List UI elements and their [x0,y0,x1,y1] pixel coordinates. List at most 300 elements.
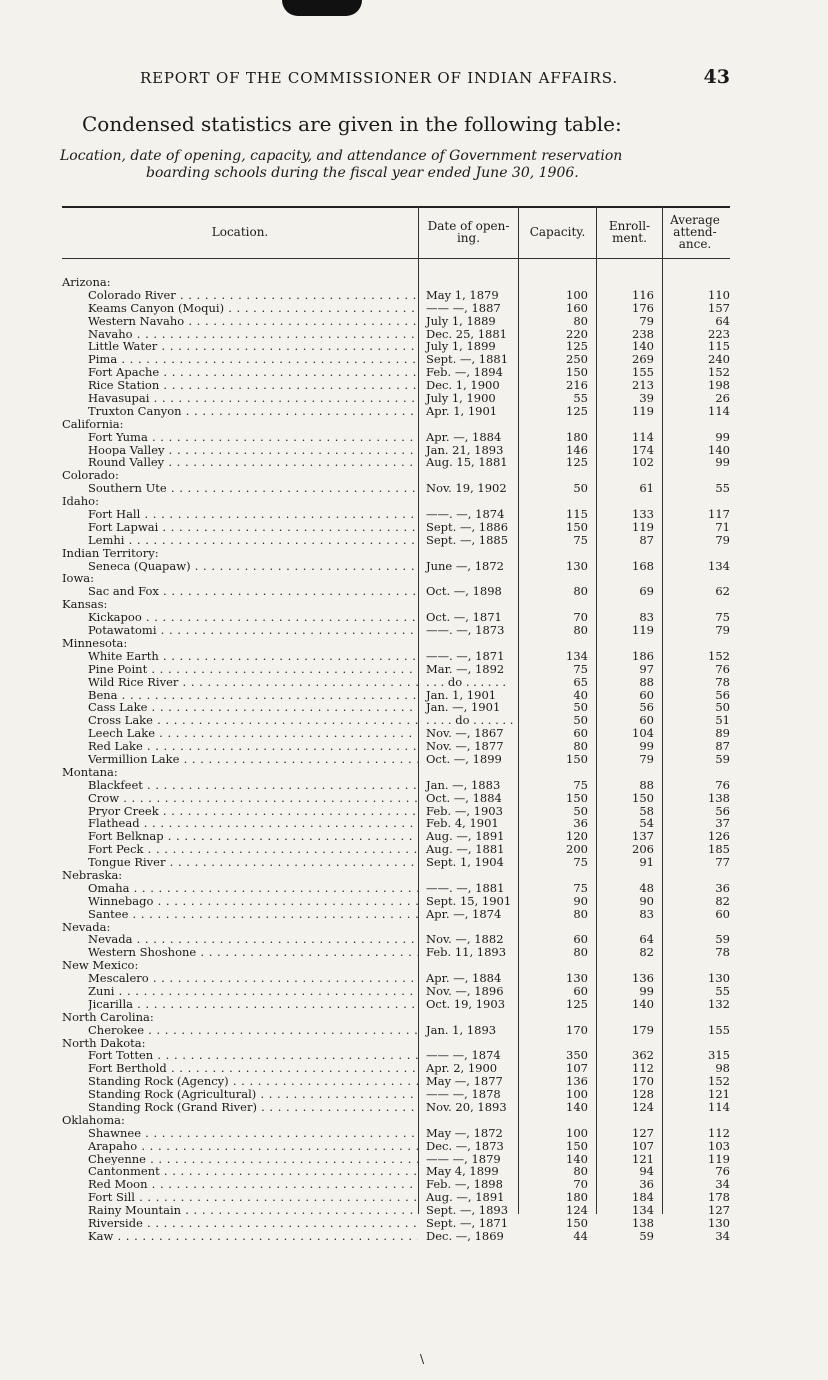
attendance-value: 75 [715,610,730,625]
opening-date: ——. —, 1881 [426,880,505,895]
school-name: Riverside . . . [88,1217,418,1230]
header-capacity: Capacity. [529,225,586,239]
school-name: Vermillion Lake . . . [88,753,418,766]
enrollment-value: 82 [639,945,654,960]
attendance-value: 62 [715,584,730,599]
capacity-value: 146 [566,442,588,457]
attendance-value: 36 [715,880,730,895]
state-row [62,1114,742,1127]
school-name: Omaha . . . [88,882,418,895]
table-row [62,508,742,521]
enrollment-value: 48 [639,880,654,895]
school-name: Fort Berthold . . . [88,1062,418,1075]
table-row [62,1230,742,1243]
opening-date: Nov. 20, 1893 [426,1100,507,1114]
school-name: Fort Hall . . . [88,508,418,521]
opening-date: Sept. —, 1885 [426,532,509,547]
enrollment-value: 155 [632,365,654,380]
enrollment-value: 88 [639,777,654,792]
enrollment-value: 170 [632,1074,654,1089]
capacity-value: 150 [566,519,588,534]
opening-date: May —, 1872 [426,1125,503,1140]
attendance-value: 121 [708,1087,730,1102]
capacity-value: 150 [566,365,588,380]
school-name: Keams Canyon (Moqui) . . . [88,302,418,315]
enrollment-value: 56 [639,700,654,715]
capacity-value: 75 [573,880,588,895]
enrollment-value: 83 [639,906,654,921]
enrollment-value: 121 [632,1151,654,1166]
attendance-value: 78 [715,945,730,960]
attendance-value: 56 [715,687,730,702]
opening-date: Sept. —, 1893 [426,1203,509,1218]
opening-date: Aug. —, 1891 [426,829,505,844]
table-row [62,1127,742,1140]
opening-date: Nov. 19, 1902 [426,481,507,496]
attendance-value: 126 [708,829,730,844]
opening-date: Nov. —, 1882 [426,932,504,947]
schools-table [62,206,742,1243]
opening-date: May 1, 1879 [426,287,499,302]
enrollment-value: 54 [639,816,654,831]
school-name: Cheyenne . . . [88,1153,418,1166]
opening-date: —— —, 1878 [426,1087,501,1102]
attendance-value: 152 [708,365,730,380]
attendance-value: 103 [708,1138,730,1153]
attendance-value: 78 [715,674,730,689]
capacity-value: 134 [566,648,588,663]
school-name: Flathead . . . [88,817,418,830]
enrollment-value: 119 [632,519,654,534]
opening-date: Aug. —, 1881 [426,842,505,857]
attendance-value: 152 [708,648,730,663]
opening-date: Sept. —, 1886 [426,519,509,534]
enrollment-value: 136 [632,971,654,986]
attendance-value: 110 [708,287,730,302]
enrollment-value: 59 [639,1228,654,1243]
page-number: 43 [703,66,730,88]
school-name: Colorado River . . . [88,289,418,302]
opening-date: Dec. —, 1869 [426,1228,504,1243]
table-row [62,302,742,315]
attendance-value: 178 [708,1190,730,1205]
attendance-value: 134 [708,558,730,573]
capacity-value: 140 [566,1151,588,1166]
school-name: Lemhi . . . [88,534,418,547]
school-name: Kickapoo . . . [88,611,418,624]
school-name: Santee . . . [88,908,418,921]
capacity-value: 150 [566,790,588,805]
capacity-value: 124 [566,1203,588,1218]
school-name: Pima . . . [88,353,418,366]
opening-date: Apr. —, 1884 [426,429,502,444]
capacity-value: 50 [573,803,588,818]
table-row [62,585,742,598]
capacity-value: 50 [573,481,588,496]
attendance-value: 64 [715,313,730,328]
table-row [62,289,742,302]
attendance-value: 82 [715,893,730,908]
state-label: Iowa: [62,571,95,586]
school-name: Mescalero . . . [88,972,418,985]
table-row [62,1024,742,1037]
enrollment-value: 150 [632,790,654,805]
capacity-value: 36 [573,816,588,831]
attendance-value: 198 [708,378,730,393]
state-row [62,418,742,431]
attendance-value: 56 [715,803,730,818]
state-label: Montana: [62,764,118,779]
capacity-value: 55 [573,391,588,406]
capacity-value: 60 [573,932,588,947]
table-row [62,560,742,573]
attendance-value: 112 [708,1125,730,1140]
capacity-value: 125 [566,403,588,418]
capacity-value: 200 [566,842,588,857]
school-name: Blackfeet . . . [88,779,418,792]
opening-date: Feb. —, 1903 [426,803,503,818]
capacity-value: 107 [566,1061,588,1076]
attendance-value: 89 [715,726,730,741]
opening-date: Apr. —, 1884 [426,971,502,986]
table-row [62,534,742,547]
opening-date: July 1, 1899 [426,339,496,354]
capacity-value: 75 [573,855,588,870]
school-name: Pine Point . . . [88,663,418,676]
enrollment-value: 90 [639,893,654,908]
school-name: Fort Totten . . . [88,1049,418,1062]
capacity-value: 130 [566,558,588,573]
caption-line-1: Location, date of opening, capacity, and attendance of Government reservation [60,148,623,164]
capacity-value: 180 [566,1190,588,1205]
state-label: North Dakota: [62,1035,146,1050]
opening-date: Oct. 19, 1903 [426,996,506,1011]
enrollment-value: 88 [639,674,654,689]
table-row [62,998,742,1011]
school-name: Cherokee . . . [88,1024,418,1037]
enrollment-value: 138 [632,1216,654,1231]
opening-date: July 1, 1889 [426,313,496,328]
running-head: REPORT OF THE COMMISSIONER OF INDIAN AFFAIRS. [140,69,618,87]
opening-date: Oct. —, 1898 [426,584,502,599]
state-label: Nevada: [62,919,111,934]
opening-date: Jan. —, 1901 [426,700,501,715]
capacity-value: 44 [573,1228,588,1243]
attendance-value: 185 [708,842,730,857]
opening-date: Dec. —, 1873 [426,1138,504,1153]
school-name: Crow . . . [88,792,418,805]
opening-date: Apr. 1, 1901 [426,403,498,418]
school-name: Hoopa Valley . . . [88,444,418,457]
enrollment-value: 116 [632,287,654,302]
school-name: Potawatomi . . . [88,624,418,637]
enrollment-value: 69 [639,584,654,599]
opening-date: —— —, 1879 [426,1151,501,1166]
attendance-value: 34 [715,1177,730,1192]
school-name: Tongue River . . . [88,856,418,869]
opening-date: Feb. —, 1894 [426,365,503,380]
enrollment-value: 213 [632,378,654,393]
school-name: Standing Rock (Agency) . . . [88,1075,418,1088]
opening-date: Jan. 21, 1893 [426,442,504,457]
capacity-value: 120 [566,829,588,844]
attendance-value: 138 [708,790,730,805]
school-name: Wild Rice River . . . [88,676,418,689]
school-name: Red Lake . . . [88,740,418,753]
attendance-value: 60 [715,906,730,921]
capacity-value: 80 [573,906,588,921]
enrollment-value: 36 [639,1177,654,1192]
capacity-value: 180 [566,429,588,444]
attendance-value: 79 [715,623,730,638]
school-name: Shawnee . . . [88,1127,418,1140]
table-row [62,895,742,908]
school-name: Arapaho . . . [88,1140,418,1153]
opening-date: May 4, 1899 [426,1164,499,1179]
school-name: Pryor Creek . . . [88,805,418,818]
opening-date: Aug. —, 1891 [426,1190,505,1205]
enrollment-value: 58 [639,803,654,818]
opening-date: Dec. 25, 1881 [426,326,507,341]
attendance-value: 79 [715,532,730,547]
opening-date: ——. —, 1871 [426,648,505,663]
opening-date: June —, 1872 [426,558,504,573]
table-row [62,985,742,998]
opening-date: Mar. —, 1892 [426,661,505,676]
state-label: Oklahoma: [62,1112,125,1127]
opening-date: . . . . do . . . . . . [426,713,514,728]
capacity-value: 75 [573,661,588,676]
capacity-value: 50 [573,713,588,728]
caption-line-2: boarding schools during the fiscal year ended June 30, 1906. [146,165,579,181]
capacity-value: 170 [566,1022,588,1037]
attendance-value: 87 [715,739,730,754]
header-enrollment: Enroll- ment. [608,219,651,245]
state-label: Minnesota: [62,635,128,650]
opening-date: Sept. —, 1871 [426,1216,509,1231]
school-name: White Earth . . . [88,650,418,663]
capacity-value: 60 [573,726,588,741]
capacity-value: 70 [573,1177,588,1192]
state-label: New Mexico: [62,958,139,973]
capacity-value: 216 [566,378,588,393]
opening-date: —— —, 1874 [426,1048,501,1063]
capacity-value: 80 [573,313,588,328]
school-name: Sac and Fox . . . [88,585,418,598]
school-name: Southern Ute . . . [88,482,418,495]
enrollment-value: 91 [639,855,654,870]
opening-date: ——. —, 1873 [426,623,505,638]
capacity-value: 80 [573,1164,588,1179]
enrollment-value: 64 [639,932,654,947]
capacity-value: 80 [573,945,588,960]
enrollment-value: 60 [639,687,654,702]
attendance-value: 127 [708,1203,730,1218]
enrollment-value: 79 [639,751,654,766]
school-name: Cass Lake . . . [88,701,418,714]
opening-date: Oct. —, 1899 [426,751,502,766]
attendance-value: 77 [715,855,730,870]
attendance-value: 76 [715,1164,730,1179]
table-row [62,315,742,328]
enrollment-value: 176 [632,300,654,315]
enrollment-value: 128 [632,1087,654,1102]
capacity-value: 125 [566,339,588,354]
attendance-value: 55 [715,481,730,496]
school-name: Fort Apache . . . [88,366,418,379]
opening-date: Nov. —, 1877 [426,739,504,754]
opening-date: May —, 1877 [426,1074,503,1089]
attendance-value: 130 [708,1216,730,1231]
enrollment-value: 79 [639,313,654,328]
school-name: Western Shoshone . . . [88,946,418,959]
table-row [62,753,742,766]
state-label: North Carolina: [62,1009,154,1024]
capacity-value: 70 [573,610,588,625]
attendance-value: 115 [708,339,730,354]
opening-date: Oct. —, 1871 [426,610,502,625]
attendance-value: 37 [715,816,730,831]
state-row [62,766,742,779]
enrollment-value: 97 [639,661,654,676]
attendance-value: 26 [715,391,730,406]
school-name: Cross Lake . . . [88,714,418,727]
intro-text: Condensed statistics are given in the following table: [82,112,622,136]
capacity-value: 100 [566,1125,588,1140]
capacity-value: 100 [566,287,588,302]
table-row [62,456,742,469]
enrollment-value: 134 [632,1203,654,1218]
attendance-value: 50 [715,700,730,715]
school-name: Truxton Canyon . . . [88,405,418,418]
attendance-value: 99 [715,455,730,470]
state-row [62,637,742,650]
enrollment-value: 206 [632,842,654,857]
school-name: Fort Yuma . . . [88,431,418,444]
capacity-value: 75 [573,777,588,792]
opening-date: —— —, 1887 [426,300,501,315]
enrollment-value: 83 [639,610,654,625]
table-caption [60,148,730,182]
attendance-value: 157 [708,300,730,315]
enrollment-value: 186 [632,648,654,663]
table-row [62,779,742,792]
table-row [62,392,742,405]
capacity-value: 40 [573,687,588,702]
table-row [62,431,742,444]
school-name: Round Valley . . . [88,456,418,469]
capacity-value: 80 [573,584,588,599]
school-name: Fort Lapwai . . . [88,521,418,534]
capacity-value: 115 [566,507,588,522]
table-row [62,1140,742,1153]
enrollment-value: 114 [632,429,654,444]
enrollment-value: 137 [632,829,654,844]
header-date: Date of open- ing. [427,219,510,245]
attendance-value: 140 [708,442,730,457]
attendance-value: 114 [708,403,730,418]
school-name: Winnebago . . . [88,895,418,908]
enrollment-value: 61 [639,481,654,496]
stray-mark: \ [420,1352,425,1366]
capacity-value: 160 [566,300,588,315]
table-row [62,882,742,895]
table-row [62,1217,742,1230]
attendance-value: 76 [715,661,730,676]
opening-date: Jan. —, 1883 [426,777,501,792]
enrollment-value: 107 [632,1138,654,1153]
attendance-value: 155 [708,1022,730,1037]
capacity-value: 65 [573,674,588,689]
table-body [62,276,742,1243]
school-name: Kaw . . . [88,1230,418,1243]
attendance-value: 130 [708,971,730,986]
attendance-value: 223 [708,326,730,341]
state-label: Nebraska: [62,867,123,882]
opening-date: Aug. 15, 1881 [426,455,508,470]
opening-date: Apr. —, 1874 [426,906,502,921]
enrollment-value: 60 [639,713,654,728]
state-label: California: [62,416,124,431]
enrollment-value: 119 [632,623,654,638]
attendance-value: 51 [715,713,730,728]
school-name: Little Water . . . [88,340,418,353]
school-name: Leech Lake . . . [88,727,418,740]
opening-date: ——. —, 1874 [426,507,505,522]
enrollment-value: 99 [639,983,654,998]
school-name: Navaho . . . [88,328,418,341]
enrollment-value: 184 [632,1190,654,1205]
capacity-value: 50 [573,700,588,715]
capacity-value: 250 [566,352,588,367]
attendance-value: 71 [715,519,730,534]
state-row [62,1011,742,1024]
enrollment-value: 179 [632,1022,654,1037]
enrollment-value: 99 [639,739,654,754]
table-row [62,856,742,869]
table-row [62,650,742,663]
enrollment-value: 119 [632,403,654,418]
page-header [140,66,730,88]
school-name: Havasupai . . . [88,392,418,405]
header-location: Location. [211,225,269,239]
capacity-value: 136 [566,1074,588,1089]
capacity-value: 60 [573,983,588,998]
table-row [62,908,742,921]
attendance-value: 55 [715,983,730,998]
table-row [62,1101,742,1114]
enrollment-value: 112 [632,1061,654,1076]
state-label: Colorado: [62,468,119,483]
enrollment-value: 102 [632,455,654,470]
capacity-value: 125 [566,996,588,1011]
attendance-value: 59 [715,932,730,947]
school-name: Zuni . . . [88,985,418,998]
enrollment-value: 140 [632,996,654,1011]
enrollment-value: 124 [632,1100,654,1114]
enrollment-value: 269 [632,352,654,367]
school-name: Seneca (Quapaw) . . . [88,560,418,573]
enrollment-value: 140 [632,339,654,354]
table-row [62,792,742,805]
opening-date: Feb. —, 1898 [426,1177,503,1192]
table-row [62,482,742,495]
attendance-value: 76 [715,777,730,792]
opening-date: . . . do . . . . . . [426,674,507,689]
opening-date: Feb. 4, 1901 [426,816,499,831]
table-row [62,521,742,534]
capacity-value: 75 [573,532,588,547]
